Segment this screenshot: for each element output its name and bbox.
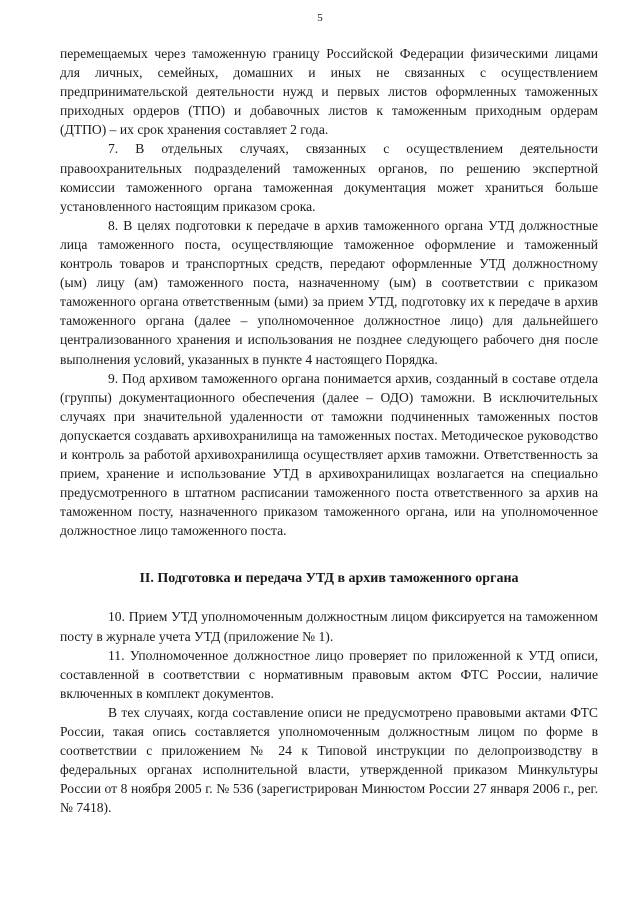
section-heading: II. Подготовка и передача УТД в архив таможенного органа	[139, 571, 519, 587]
page-number: 5	[317, 12, 323, 24]
paragraph-8: 8. В целях подготовки к передаче в архив таможенного органа УТД должностные лица таможенного поста, осуществляющие таможенное оформление и таможенный контроль товаров и транспортных средств, передают оформленные УТД должностному (ым) лицу (ам) таможенного поста, назначенному (ым) в соответствии с приказом таможенного органа ответственным (ыми) за прием УТД, подготовку их к передаче в архив таможенного органа (далее – уполномоченное должностное лицо) для дальнейшего централизованного хранения и использования не позднее следующего рабочего дня после выполнения условий, указанных в пункте 4 настоящего Порядка.	[60, 217, 598, 367]
paragraph-11-continuation: В тех случаях, когда составление описи не предусмотрено правовыми актами ФТС России, такая опись составляется уполномоченным должностным лицом по форме в соответствии с приложением № 24 к Типовой инструкции по делопроизводству в федеральных органах исполнительной власти, утвержденной приказом Минкультуры России от 8 ноября 2005 г. № 536 (зарегистрирован Минюстом России 27 января 2006 г., рег. № 7418).	[60, 704, 598, 816]
paragraph-10: 10. Прием УТД уполномоченным должностным лицом фиксируется на таможенном посту в журнале учета УТД (приложение № 1).	[60, 609, 598, 644]
paragraph-continuation: перемещаемых через таможенную границу Российской Федерации физическими лицами для личных, семейных, домашних и иных не связанных с осуществлением предпринимательской деятельности нужд и первых листов оформленных таможенных приходных ордеров (ТПО) и добавочных листов к таможенным приходным ордерам (ДТПО) – их срок хранения составляет 2 года.	[60, 46, 598, 138]
paragraph-9: 9. Под архивом таможенного органа понимается архив, созданный в составе отдела (группы) документационного обеспечения (далее – ОДО) таможни. В исключительных случаях при значительной удаленности от таможни подчиненных таможенных постов допускается создавать архивохранилища на таможенных постах. Методическое руководство и контроль за работой архивохранилища осуществляет архив таможни. Ответственность за прием, хранение и использование УТД в архивохранилищах возлагается на специально предусмотренного в штатном расписании таможенного поста ответственного за архив на таможенном посту, назначенного приказом таможенного органа, или на уполномоченное должностное лицо таможенного поста.	[60, 370, 598, 539]
paragraph-7: 7. В отдельных случаях, связанных с осуществлением деятельности правоохранительных подразделений таможенных органов, по решению экспертной комиссии таможенного органа таможенная документация может храниться больше установленного настоящим приказом срока.	[60, 141, 598, 214]
document-body	[60, 44, 598, 817]
paragraph-11: 11. Уполномоченное должностное лицо проверяет по приложенной к УТД описи, составленной в соответствии с нормативным правовым актом ФТС России, наличие включенных в комплект документов.	[60, 647, 598, 701]
